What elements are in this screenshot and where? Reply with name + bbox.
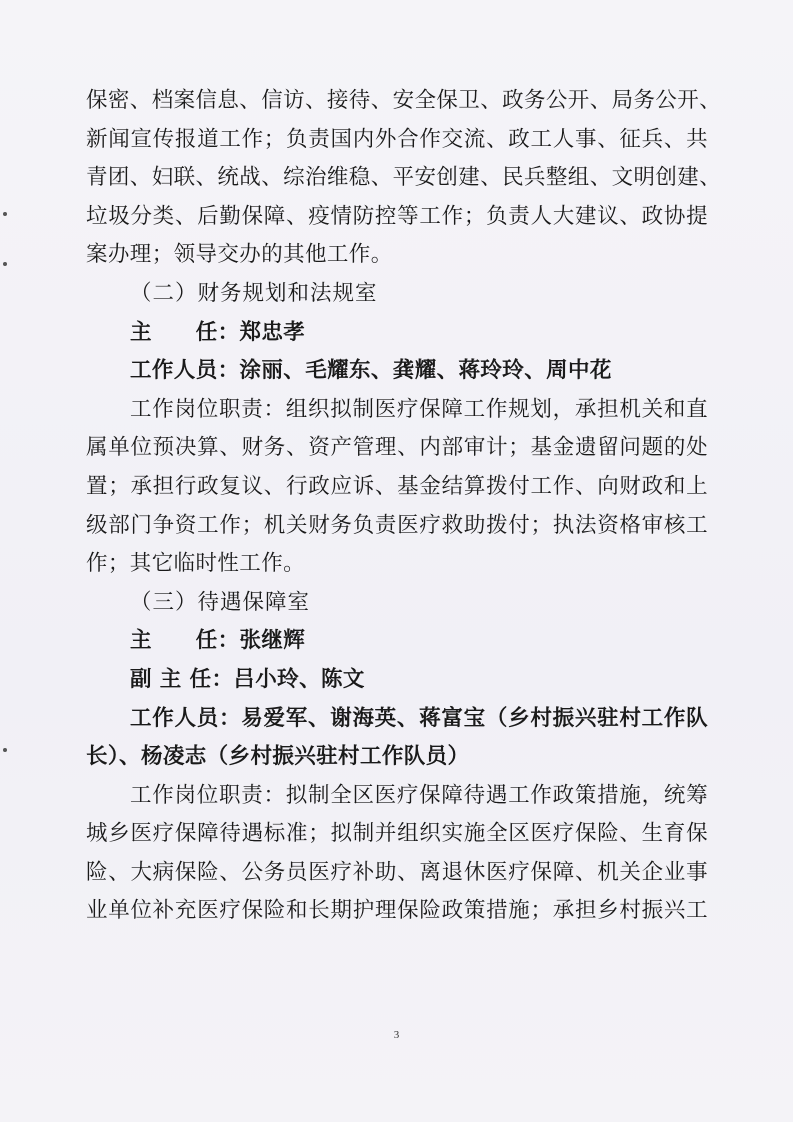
paragraph-line: 青团、妇联、统战、综治维稳、平安创建、民兵整组、文明创建、 bbox=[86, 165, 722, 191]
duties-line: 置；承担行政复议、行政应诉、基金结算拨付工作、向财政和上 bbox=[86, 473, 708, 499]
scan-edge-mark bbox=[3, 748, 7, 752]
staff-line: 长）、杨凌志（乡村振兴驻村工作队员） bbox=[86, 744, 470, 770]
deputy-director-line: 副 主 任：吕小玲、陈文 bbox=[130, 666, 365, 692]
duties-line: 作；其它临时性工作。 bbox=[86, 551, 306, 577]
section-heading-benefits: （三）待遇保障室 bbox=[130, 589, 311, 615]
section-heading-finance: （二）财务规划和法规室 bbox=[130, 280, 378, 306]
paragraph-line: 新闻宣传报道工作；负责国内外合作交流、政工人事、征兵、共 bbox=[86, 126, 708, 152]
duties-line: 业单位补充医疗保险和长期护理保险政策措施；承担乡村振兴工 bbox=[86, 898, 708, 924]
paragraph-line: 保密、档案信息、信访、接待、安全保卫、政务公开、局务公开、 bbox=[86, 88, 722, 113]
director-line: 主 任：张继辉 bbox=[130, 628, 306, 654]
staff-line: 工作人员：易爱军、谢海英、蒋富宝（乡村振兴驻村工作队 bbox=[130, 705, 708, 731]
document-body bbox=[86, 82, 722, 931]
scan-edge-mark bbox=[3, 262, 7, 266]
staff-line: 工作人员：涂丽、毛耀东、龚耀、蒋玲玲、周中花 bbox=[130, 358, 612, 384]
scan-edge-mark bbox=[3, 212, 7, 216]
duties-line: 城乡医疗保障待遇标准；拟制并组织实施全区医疗保险、生育保 bbox=[86, 821, 708, 847]
paragraph-line: 垃圾分类、后勤保障、疫情防控等工作；负责人大建议、政协提 bbox=[86, 203, 708, 229]
page-number: 3 bbox=[393, 1029, 400, 1041]
duties-line: 工作岗位职责：拟制全区医疗保障待遇工作政策措施，统筹 bbox=[130, 782, 708, 808]
duties-line: 工作岗位职责：组织拟制医疗保障工作规划，承担机关和直 bbox=[130, 396, 708, 422]
duties-line: 险、大病保险、公务员医疗补助、离退休医疗保障、机关企业事 bbox=[86, 859, 708, 885]
paragraph-line: 案办理；领导交办的其他工作。 bbox=[86, 242, 393, 268]
duties-line: 级部门争资工作；机关财务负责医疗救助拨付；执法资格审核工 bbox=[86, 512, 708, 538]
director-line: 主 任：郑忠孝 bbox=[130, 319, 306, 345]
duties-line: 属单位预决算、财务、资产管理、内部审计；基金遗留问题的处 bbox=[86, 435, 708, 461]
